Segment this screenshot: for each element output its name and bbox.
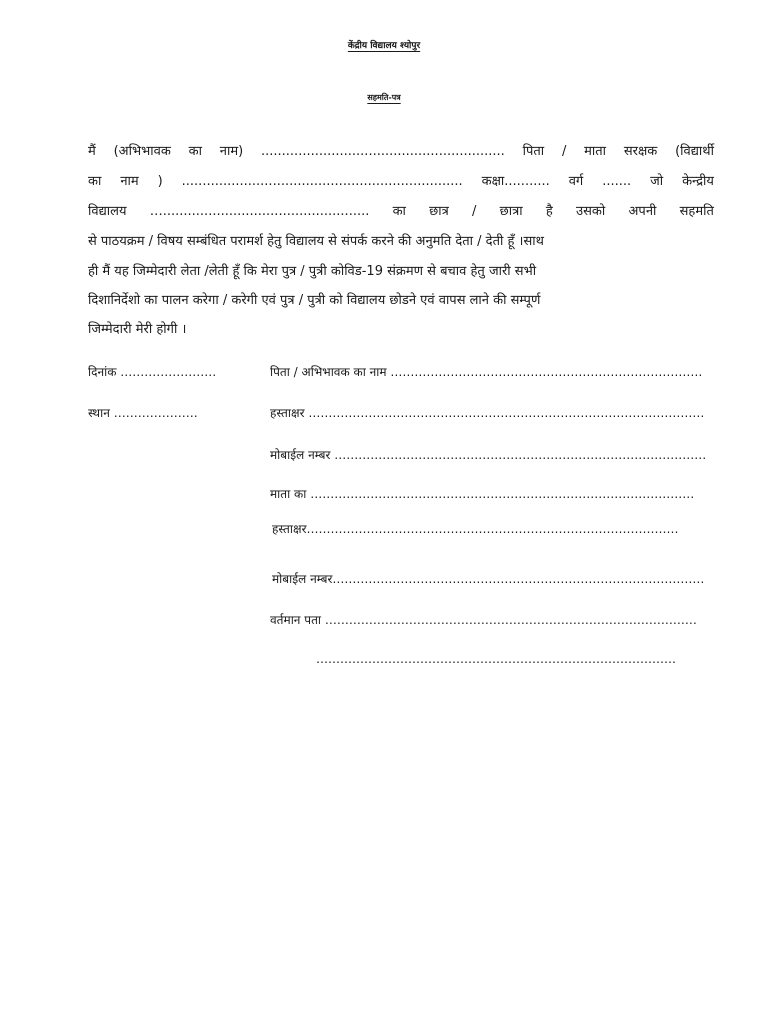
word: छात्र: [429, 204, 449, 219]
word: मैं: [88, 144, 96, 159]
section-blank[interactable]: .......: [602, 174, 632, 189]
school-blank[interactable]: …..................................................: [149, 204, 370, 219]
word: ): [157, 174, 163, 189]
word: /: [472, 204, 477, 219]
form-subtitle: सहमति-पत्र: [367, 93, 401, 102]
father-name-label: पिता / अभिभावक का नाम: [270, 365, 387, 379]
place-field: [88, 404, 198, 421]
mother-name-field: [270, 485, 694, 502]
word: सरक्षक: [623, 144, 658, 159]
mother-signature-field: [272, 520, 679, 537]
word: /: [561, 144, 567, 159]
guardian-name-blank[interactable]: ...........................................................: [261, 144, 505, 159]
father-mobile-blank[interactable]: …………………………………………………………………………………: [334, 448, 707, 462]
place-label: स्थान: [88, 406, 110, 420]
word: पिता: [522, 144, 545, 159]
word: उसको: [576, 204, 606, 219]
address-blank[interactable]: …………………………………………………………………………………: [324, 613, 697, 627]
paragraph-line-2: [88, 171, 714, 189]
word: का: [188, 144, 202, 159]
address-field: [270, 611, 697, 628]
date-label: दिनांक: [88, 365, 117, 379]
student-name-blank[interactable]: ....................................................................: [181, 174, 463, 189]
father-mobile-field: [270, 446, 706, 463]
paragraph-line-7: जिम्मेदारी मेरी होगी ।: [88, 322, 187, 337]
mother-signature-blank[interactable]: …………………………………………………………………………………: [306, 522, 679, 536]
mother-name-label: माता का: [270, 487, 307, 501]
place-blank[interactable]: …………………: [113, 406, 198, 420]
mother-name-blank[interactable]: ……………………………………………………………………………………: [310, 487, 695, 501]
paragraph-line-5: ही मैं यह जिम्मेदारी लेता /लेती हूँ कि मेरा पुत्र / पुत्री कोविड-19 संक्रमण से बचाव हेतु जारी सभी: [88, 264, 537, 279]
page-title: केंद्रीय विद्यालय श्योपुर: [347, 41, 421, 51]
word: है: [545, 204, 553, 219]
paragraph-line-3: [88, 201, 714, 219]
mother-mobile-field: [272, 570, 704, 587]
address-line-2-blank[interactable]: ………………………………………………………………………………: [316, 652, 676, 666]
class-blank[interactable]: कक्षा...........: [481, 174, 550, 189]
word: सहमति: [679, 204, 714, 219]
word: वर्ग: [568, 174, 584, 189]
word: छात्रा: [499, 204, 523, 219]
paragraph-line-1: [88, 141, 714, 159]
word: नाम: [120, 174, 139, 189]
word: विद्यालय: [88, 204, 127, 219]
word: अपनी: [628, 204, 657, 219]
word: (अभिभावक: [113, 144, 171, 159]
paragraph-line-6: दिशानिर्देशो का पालन करेगा / करेगी एवं पुत्र / पुत्री को विद्यालय छोडने एवं वापस लाने की सम्पूर्ण: [88, 293, 541, 308]
word: (विद्यार्थी: [675, 144, 714, 159]
mother-signature-label: हस्ताक्षर: [272, 522, 307, 536]
father-signature-field: [270, 404, 704, 421]
father-signature-blank[interactable]: ………………………………………………………………………………………: [308, 406, 705, 420]
father-signature-label: हस्ताक्षर: [270, 406, 305, 420]
father-name-field: [270, 363, 702, 380]
word: माता: [584, 144, 607, 159]
word: जो: [650, 174, 664, 189]
word: का: [392, 204, 406, 219]
address-label: वर्तमान पता: [270, 613, 322, 627]
father-mobile-label: मोबाईल नम्बर: [270, 448, 331, 462]
date-blank[interactable]: ……………………: [120, 365, 217, 379]
father-name-blank[interactable]: ……………………………………………………………………: [390, 365, 703, 379]
word: नाम): [219, 144, 244, 159]
mother-mobile-label: मोबाईल नम्बर: [272, 572, 333, 586]
word: केन्द्रीय: [682, 174, 714, 189]
word: का: [88, 174, 102, 189]
date-field: [88, 363, 216, 380]
mother-mobile-blank[interactable]: …………………………………………………………………………………: [332, 572, 705, 586]
paragraph-line-4: से पाठयक्रम / विषय सम्बंधित परामर्श हेतु विद्यालय से संपर्क करने की अनुमति देता / देती हूँ ।साथ: [88, 234, 544, 249]
